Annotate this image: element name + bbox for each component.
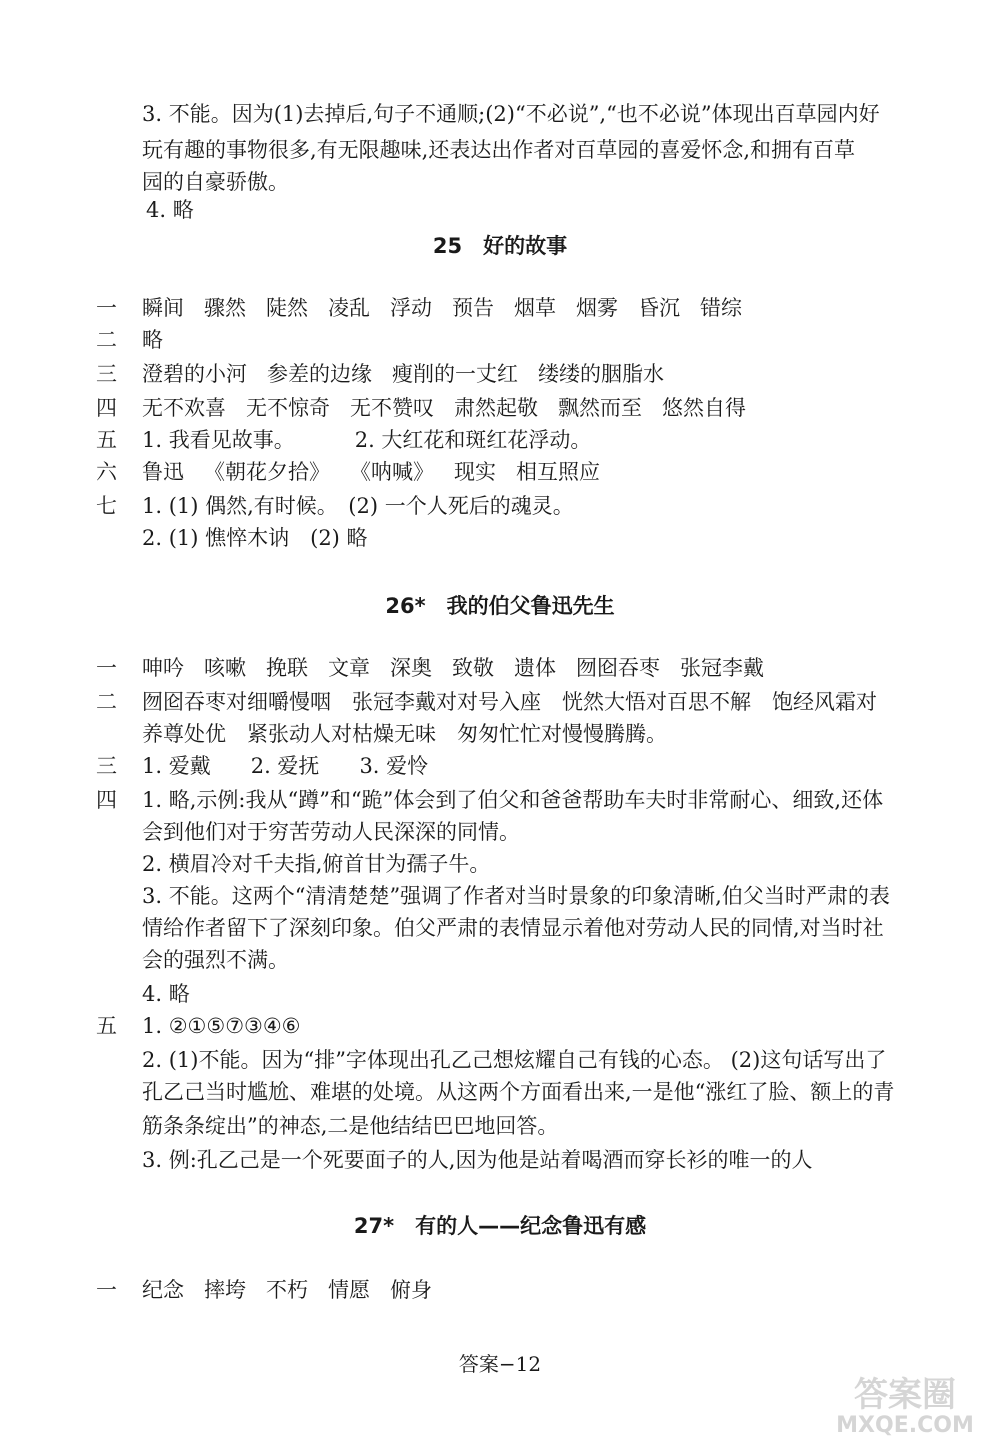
phrase: 肃然起敬 [454,396,538,420]
word: 骤然 [204,296,246,320]
word-list [142,462,620,483]
question-number: 一 [96,656,117,680]
answer-text: 3. 不能。这两个“清清楚楚”强调了作者对当时景象的印象清晰,伯父当时严肃的表 [142,884,890,908]
word: 遗体 [514,656,556,680]
answer-text: 1. 我看见故事。 [142,428,295,452]
answer-text: 会到他们对于穷苦劳动人民深深的同情。 [142,820,520,844]
word: 挽联 [266,656,308,680]
word: 文章 [328,656,370,680]
answer-text: 1. 爱戴 [142,754,211,778]
word: 浮动 [390,296,432,320]
answer-text: 2. 爱抚 [250,754,320,778]
phrase: 相互照应 [516,460,600,484]
answer-text: 1. (1) 偶然,有时候。 (2) 一个人死后的魂灵。 [142,494,574,518]
section-title-27: 27* 有的人——纪念鲁迅有感 [353,1214,647,1238]
answer-text: 2. (1)不能。因为“排”字体现出孔乙己想炫耀自己有钱的心态。 (2)这句话写出了 [142,1048,887,1072]
word: 烟雾 [576,296,618,320]
word: 昏沉 [638,296,680,320]
phrase: 无不惊奇 [246,396,330,420]
word: 瞬间 [142,296,184,320]
answer-text: 2. (1) 憔悴木讷 (2) 略 [142,526,368,550]
word-list [142,1280,452,1301]
phrase: 缕缕的胭脂水 [538,362,664,386]
word: 情愿 [328,1278,370,1302]
text-line: 3. 不能。因为(1)去掉后,句子不通顺;(2)“不必说”,“也不必说”体现出百草园内好 [142,102,880,126]
answer-text: 会的强烈不满。 [142,948,289,972]
word-list [142,658,784,679]
word: 烟草 [514,296,556,320]
word: 陡然 [266,296,308,320]
phrase: 《朝花夕拾》 [204,460,330,484]
watermark-logo [820,1368,990,1438]
watermark-url: MXQE.COM [836,1413,974,1438]
question-number: 三 [96,362,117,386]
answer-row [142,756,448,777]
phrase: 无不赞叹 [350,396,434,420]
question-number: 五 [96,428,117,452]
question-number: 二 [96,690,117,714]
word-list [142,398,766,419]
question-number: 三 [96,754,117,778]
word: 囫囵吞枣 [576,656,660,680]
phrase: 飘然而至 [558,396,642,420]
answer-text: 养尊处优 紧张动人对枯燥无味 匆匆忙忙对慢慢腾腾。 [142,722,667,746]
answer-text: 略 [142,328,163,352]
phrase: 鲁迅 [142,460,184,484]
word: 致敬 [452,656,494,680]
question-number: 四 [96,788,117,812]
answer-text: 2. 大红花和斑红花浮动。 [354,428,592,452]
word-list [142,298,762,319]
question-number: 五 [96,1014,117,1038]
question-number: 七 [96,494,117,518]
word: 纪念 [142,1278,184,1302]
answer-text: 1. ②①⑤⑦③④⑥ [142,1014,301,1038]
phrase: 澄碧的小河 [142,362,247,386]
word: 深奥 [390,656,432,680]
word: 凌乱 [328,296,370,320]
word: 错综 [700,296,742,320]
question-number: 六 [96,460,117,484]
word: 张冠李戴 [680,656,764,680]
question-number: 一 [96,1278,117,1302]
question-number: 二 [96,328,117,352]
phrase: 现实 [454,460,496,484]
word: 咳嗽 [204,656,246,680]
text-line: 园的自豪骄傲。 [142,170,289,194]
word: 呻吟 [142,656,184,680]
phrase: 参差的边缘 [267,362,372,386]
word-list [142,364,684,385]
answer-text: 囫囵吞枣对细嚼慢咽 张冠李戴对对号入座 恍然大悟对百思不解 饱经风霜对 [142,690,877,714]
question-number: 一 [96,296,117,320]
text-line: 玩有趣的事物很多,有无限趣味,还表达出作者对百草园的喜爱怀念,和拥有百草 [142,138,856,162]
answer-text: 孔乙己当时尴尬、难堪的处境。从这两个方面看出来,一是他“涨红了脸、额上的青 [142,1080,895,1104]
answer-text: 情给作者留下了深刻印象。伯父严肃的表情显示着他对劳动人民的同情,对当时社 [142,916,884,940]
answer-row [142,430,611,451]
word: 俯身 [390,1278,432,1302]
watermark-text: 答案圈 [854,1375,956,1415]
question-number: 四 [96,396,117,420]
page-number: 答案−12 [458,1352,542,1376]
answer-text: 1. 略,示例:我从“蹲”和“跪”体会到了伯父和爸爸帮助车夫时非常耐心、细致,还体 [142,788,884,812]
phrase: 瘦削的一丈红 [392,362,518,386]
phrase: 无不欢喜 [142,396,226,420]
answer-text: 筋条条绽出”的神态,二是他结结巴巴地回答。 [142,1114,559,1138]
answer-text: 2. 横眉冷对千夫指,俯首甘为孺子牛。 [142,852,491,876]
section-title-25: 25 好的故事 [432,234,568,258]
word: 预告 [452,296,494,320]
section-title-26: 26* 我的伯父鲁迅先生 [385,594,615,618]
word: 不朽 [266,1278,308,1302]
answer-text: 4. 略 [142,982,190,1006]
text-line: 4. 略 [146,198,194,222]
answer-text: 3. 爱怜 [359,754,429,778]
word: 摔垮 [204,1278,246,1302]
answer-text: 3. 例:孔乙己是一个死要面子的人,因为他是站着喝酒而穿长衫的唯一的人 [142,1148,813,1172]
phrase: 悠然自得 [662,396,746,420]
phrase: 《呐喊》 [350,460,434,484]
